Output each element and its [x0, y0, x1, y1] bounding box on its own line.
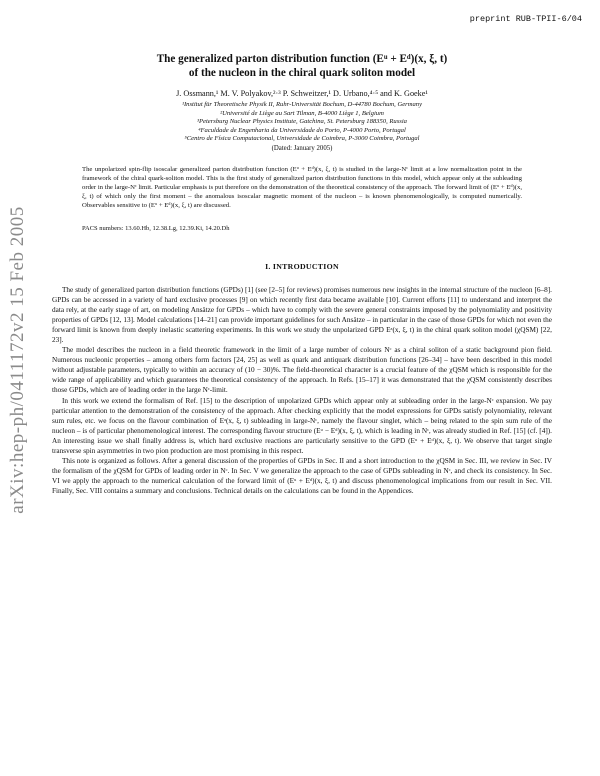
arxiv-stamp [6, 180, 30, 540]
date-line: (Dated: January 2005) [271, 144, 333, 152]
affiliation-1: ¹Institut für Theoretische Physik II, Ruhr-Universität Bochum, D-44780 Bochum, Germany [181, 101, 423, 108]
preprint-number: preprint RUB-TPII-6/04 [469, 14, 582, 24]
affiliation-2: ²Université de Liège au Sart Tilman, B-4000 Liège 1, Belgium [220, 109, 384, 117]
arxiv-id: arXiv:hep-ph/0411172v2 15 Feb 2005 [7, 206, 28, 514]
title-line-1: The generalized parton distribution function (Eᵘ + Eᵈ)(x, ξ, t) [156, 53, 448, 65]
affiliation-5: ⁵Centro de Física Computacional, Universidade de Coimbra, P-3000 Coimbra, Portugal [184, 135, 420, 143]
section-heading: I. INTRODUCTION [265, 261, 339, 271]
paper-title [52, 52, 552, 80]
paragraph-3: In this work we extend the formalism of Ref. [15] to the description of unpolarized GPDs which appear only at subleading order in the large-Nᶜ expansion. We pay particular attention to the demonstration of the consistency of the approach. After checking explicitly that the model expressions for GPDs satisfy polynomiality, relevant sum rules, etc. we focus on the flavour combination of Eᵃ(x, ξ, t) subleading in large-Nᶜ, namely the flavour singlet, which – being related to the spin sum rule of the nucleon – is of particular phenomenological interest. The corresponding flavour structure (Eᵘ − Eᵈ)(x, ξ, t), which is leading in Nᶜ, was already studied in Ref. [15] (cf. [4]). An interesting issue we shall finally address is, which hard exclusive reactions are particularly sensitive to the GPD (Eᵘ + Eᵈ)(x, ξ, t). We observe that target single transverse spin asymmetries in two pion production are most promising in this respect. [52, 396, 552, 455]
pacs-numbers: PACS numbers: 13.60.Hb, 12.38.Lg, 12.39.Ki, 14.20.Dh [82, 224, 230, 232]
affiliation-3: ³Petersburg Nuclear Physics Institute, Gatchina, St. Petersburg 188350, Russia [197, 118, 407, 126]
paragraph-4: This note is organized as follows. After a general discussion of the properties of GPDs in Sec. II and a short introduction to the χQSM in Sec. III, we review in Sec. IV the formalism of the χQSM for GPDs of leading order in Nᶜ. In Sec. V we generalize the approach to the case of GPDs subleading in Nᶜ, and check its consistency. In Sec. VI we apply the approach to the numerical calculation of the forward limit of (Eᵘ + Eᵈ)(x, ξ, t) and discuss phenomenological implications from our result in Sec. VII. Finally, Sec. VIII contains a summary and conclusions. Technical details on the calculations can be found in the Appendices. [52, 457, 552, 496]
paragraph-2: The model describes the nucleon in a field theoretic framework in the limit of a large number of colours Nᶜ as a chiral soliton of a static background pion field. Numerous nucleonic properties – among others form factors [24, 25] as well as quark and antiquark distribution functions [26–34] – have been described in this model without adjustable parameters, typically to within an accuracy of (10 − 30)%. The field-theoretical character is a crucial feature of the χQSM which is responsible for the wide range of applicability and which guarantees the theoretical consistency of the approach. In Refs. [15–17] it was demonstrated that the χQSM consistently describes those GPDs, which are of leading order in the large Nᶜ-limit. [52, 346, 552, 395]
body-text [52, 285, 552, 497]
author-list: J. Ossmann,¹ M. V. Polyakov,²·³ P. Schweitzer,¹ D. Urbano,⁴·⁵ and K. Goeke¹ [176, 89, 428, 98]
paragraph-1: The study of generalized parton distribution functions (GPDs) [1] (see [2–5] for reviews) promises numerous new insights in the internal structure of the nucleon [6–8]. GPDs can be accessed in a variety of hard exclusive processes [9] on which recently first data became available [10]. Current efforts [11] to understand and interpret the data rely, at the early stage of art, on modeling Ansätze for GPDs – which have to comply with the severe general constraints imposed by the polynomiality and positivity properties of GPDs [12, 13]. Model calculations [14–21] can provide important guidelines for such Ansätze – in particular in the case of those GPDs for which not even the forward limit is known from deeply inelastic scattering experiments. In this work we study the unpolarized GPD Eᵃ(x, ξ, t) in the chiral quark soliton model (χQSM) [22, 23]. [52, 285, 552, 344]
affiliation-4: ⁴Faculdade de Engenharia da Universidade do Porto, P-4000 Porto, Portugal [198, 126, 406, 134]
abstract: The unpolarized spin-flip isoscalar generalized parton distribution function (Eᵘ + Eᵈ)(x, ξ, t) is studied in the large-Nᶜ limit at a low normalization point in the framework of the chiral quark-soliton model. This is the first study of generalized parton distribution functions in this model, which appear only at the subleading order in the large-Nᶜ limit. Particular emphasis is put therefore on the demonstration of the theoretical consistency of the approach. The forward limit of (Eᵘ + Eᵈ)(x, ξ, t) of which only the first moment – the anomalous isoscalar magnetic moment of the nucleon – is known phenomenologically, is computed numerically. Observables sensitive to (Eᵘ + Eᵈ)(x, ξ, t) are discussed. [82, 165, 522, 209]
affiliations [52, 101, 552, 144]
paper-page [52, 52, 552, 496]
title-line-2: of the nucleon in the chiral quark soliton model [188, 67, 416, 79]
